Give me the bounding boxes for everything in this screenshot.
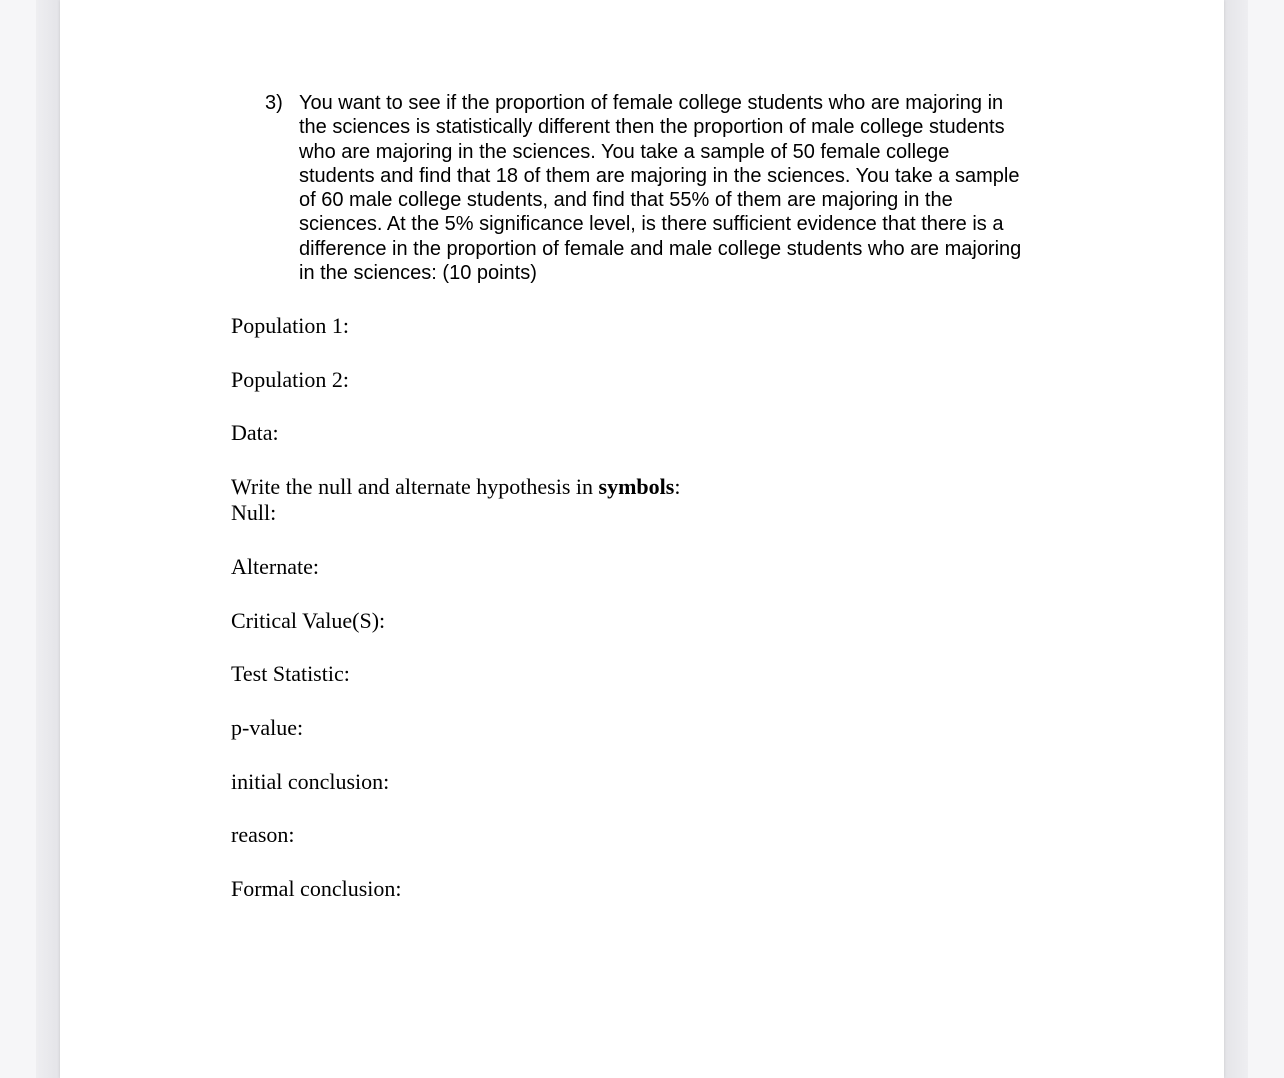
p-value-label: p-value:	[231, 715, 304, 740]
viewer-gutter-left	[36, 0, 60, 1078]
alternate-label: Alternate:	[231, 554, 319, 579]
formal-conclusion-label: Formal conclusion:	[231, 876, 402, 901]
reason-label: reason:	[231, 822, 295, 847]
critical-value-label: Critical Value(S):	[231, 608, 386, 633]
initial-conclusion-label: initial conclusion:	[231, 769, 390, 794]
hypothesis-instruction-prefix: Write the null and alternate hypothesis in	[231, 474, 599, 499]
test-statistic-label: Test Statistic:	[231, 661, 350, 686]
hypothesis-instruction	[231, 474, 680, 500]
population-1-label: Population 1:	[231, 313, 349, 338]
document-page	[60, 0, 1224, 1078]
hypothesis-instruction-bold: symbols	[598, 474, 675, 499]
question-text: You want to see if the proportion of female college students who are majoring in the sciences is statistically different then the proportion of male college students who are majoring in the sciences. You take a sample of 50 female college students and find that 18 of them are majoring in the sciences. You take a sample of 60 male college students, and find that 55% of them are majoring in the sciences. At the 5% significance level, is there sufficient evidence that there is a difference in the proportion of female and male college students who are majoring in the sciences: (10 points)	[299, 92, 1022, 285]
question-number: 3)	[265, 92, 283, 114]
viewer-gutter-right	[1224, 0, 1248, 1078]
null-label: Null:	[231, 500, 277, 525]
data-label: Data:	[231, 420, 279, 445]
hypothesis-instruction-suffix: :	[674, 474, 681, 499]
population-2-label: Population 2:	[231, 367, 349, 392]
